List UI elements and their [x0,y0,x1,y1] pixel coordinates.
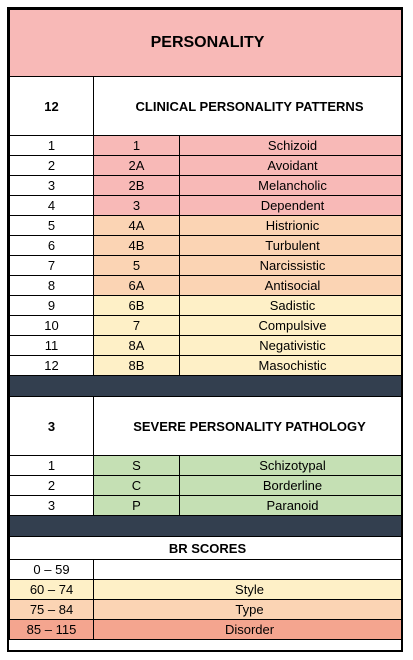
scale-name: Borderline [180,476,404,496]
br-scores-header [10,537,404,560]
row-number: 10 [10,316,94,336]
clinical-count: 12 [10,77,94,136]
scale-name: Compulsive [180,316,404,336]
br-score-row [10,560,404,580]
table-row [10,236,404,256]
row-number: 1 [10,136,94,156]
scale-code: 3 [94,196,180,216]
row-number: 2 [10,156,94,176]
table-row [10,336,404,356]
table-row [10,256,404,276]
scale-code: 6B [94,296,180,316]
scale-name: Negativistic [180,336,404,356]
br-range: 85 – 115 [10,620,94,640]
br-range: 75 – 84 [10,600,94,620]
scale-name: Histrionic [180,216,404,236]
scale-name: Paranoid [180,496,404,516]
br-label: Style [94,580,404,600]
section-separator [10,376,404,397]
scale-code: 1 [94,136,180,156]
row-number: 6 [10,236,94,256]
personality-table-frame [7,7,403,652]
row-number: 3 [10,176,94,196]
title-row [10,10,404,77]
table-row [10,136,404,156]
br-score-row [10,620,404,640]
row-number: 5 [10,216,94,236]
row-number: 7 [10,256,94,276]
br-range: 0 – 59 [10,560,94,580]
table-row [10,156,404,176]
scale-name: Schizotypal [180,456,404,476]
row-number: 12 [10,356,94,376]
br-range: 60 – 74 [10,580,94,600]
scale-name: Turbulent [180,236,404,256]
row-number: 2 [10,476,94,496]
scale-name: Sadistic [180,296,404,316]
br-label: Disorder [94,620,404,640]
severe-count: 3 [10,397,94,456]
table-row [10,276,404,296]
scale-code: 2B [94,176,180,196]
scale-name: Avoidant [180,156,404,176]
table-row [10,216,404,236]
table-row [10,316,404,336]
scale-code: 5 [94,256,180,276]
scale-name: Antisocial [180,276,404,296]
scale-code: C [94,476,180,496]
scale-code: 4A [94,216,180,236]
scale-code: P [94,496,180,516]
scale-name: Masochistic [180,356,404,376]
table-row [10,456,404,476]
scale-name: Melancholic [180,176,404,196]
row-number: 4 [10,196,94,216]
table-row [10,496,404,516]
row-number: 11 [10,336,94,356]
table-row [10,476,404,496]
br-score-row [10,600,404,620]
br-score-row [10,580,404,600]
clinical-section-header [10,77,404,136]
table-row [10,176,404,196]
scale-code: 6A [94,276,180,296]
scale-code: 7 [94,316,180,336]
scale-code: 4B [94,236,180,256]
severe-section-header [10,397,404,456]
table-row [10,296,404,316]
clinical-heading: CLINICAL PERSONALITY PATTERNS [94,77,404,136]
page-title: PERSONALITY [10,10,404,77]
scale-name: Schizoid [180,136,404,156]
section-separator [10,516,404,537]
row-number: 8 [10,276,94,296]
br-label [94,560,404,580]
scale-code: 8A [94,336,180,356]
row-number: 9 [10,296,94,316]
table-row [10,356,404,376]
personality-table [9,9,403,640]
br-scores-heading: BR SCORES [10,537,404,560]
scale-code: S [94,456,180,476]
scale-name: Dependent [180,196,404,216]
row-number: 3 [10,496,94,516]
br-label: Type [94,600,404,620]
table-row [10,196,404,216]
scale-name: Narcissistic [180,256,404,276]
row-number: 1 [10,456,94,476]
severe-heading: SEVERE PERSONALITY PATHOLOGY [94,397,404,456]
scale-code: 8B [94,356,180,376]
scale-code: 2A [94,156,180,176]
